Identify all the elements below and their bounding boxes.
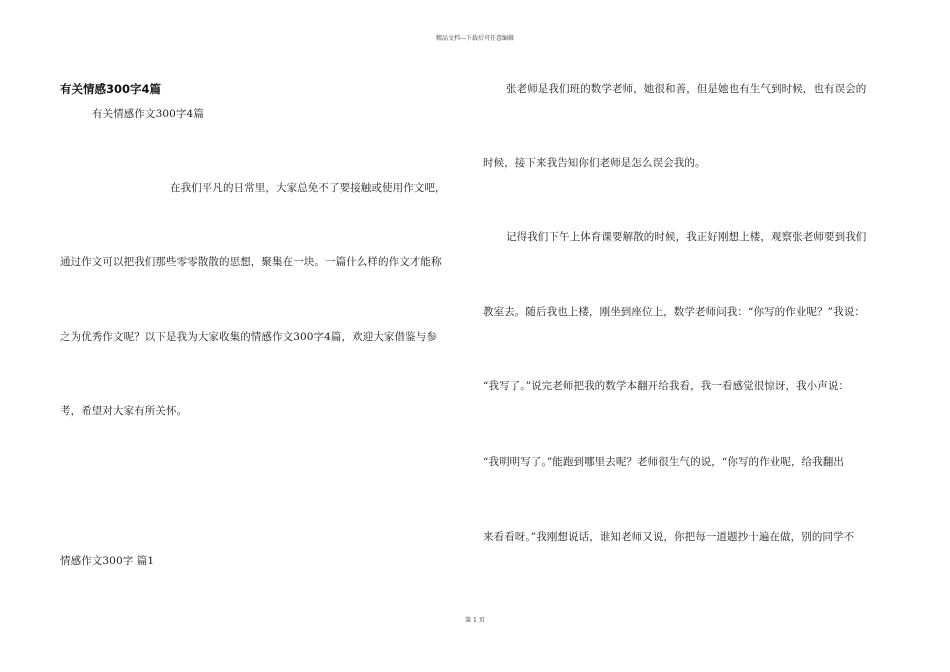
body-line-7: 来看看呀。”我刚想说话，谁知老师又说，你把每一道题抄十遍在做，别的同学不 <box>483 531 855 543</box>
section-heading: 情感作文300字 篇1 <box>60 555 155 567</box>
body-line-1: 张老师是我们班的数学老师，她很和善，但是她也有生气到时候，也有误会的 <box>506 83 867 95</box>
body-line-5: “我写了。”说完老师把我的数学本翻开给我看，我一看感觉很惊讶，我小声说： <box>483 380 850 392</box>
intro-line-4: 考，希望对大家有所关怀。 <box>60 405 188 417</box>
document-subtitle: 有关情感作文300字4篇 <box>92 108 204 120</box>
document-title: 有关情感300字4篇 <box>60 82 162 96</box>
body-line-4: 教室去。随后我也上楼，刚坐到座位上，数学老师问我：“你写的作业呢？”我说： <box>483 306 865 318</box>
intro-line-3: 之为优秀作文呢？以下是我为大家收集的情感作文300字4篇，欢迎大家借鉴与参 <box>60 331 437 343</box>
intro-line-1: 在我们平凡的日常里，大家总免不了要接触或使用作文吧， <box>170 182 446 194</box>
intro-line-2: 通过作文可以把我们那些零零散散的思想，聚集在一块。一篇什么样的作文才能称 <box>60 256 442 268</box>
body-line-3: 记得我们下午上体育课要解散的时候，我正好刚想上楼，观察张老师要到我们 <box>506 231 867 243</box>
body-line-2: 时候，接下来我告知你们老师是怎么误会我的。 <box>483 157 706 169</box>
body-line-6: “我明明写了。”能跑到哪里去呢？老师很生气的说，“你写的作业呢，给我翻出 <box>483 456 844 468</box>
page-header: 精品文档---下载后可任意编辑 <box>435 35 515 42</box>
page-number: 第 1 页 <box>465 617 485 624</box>
